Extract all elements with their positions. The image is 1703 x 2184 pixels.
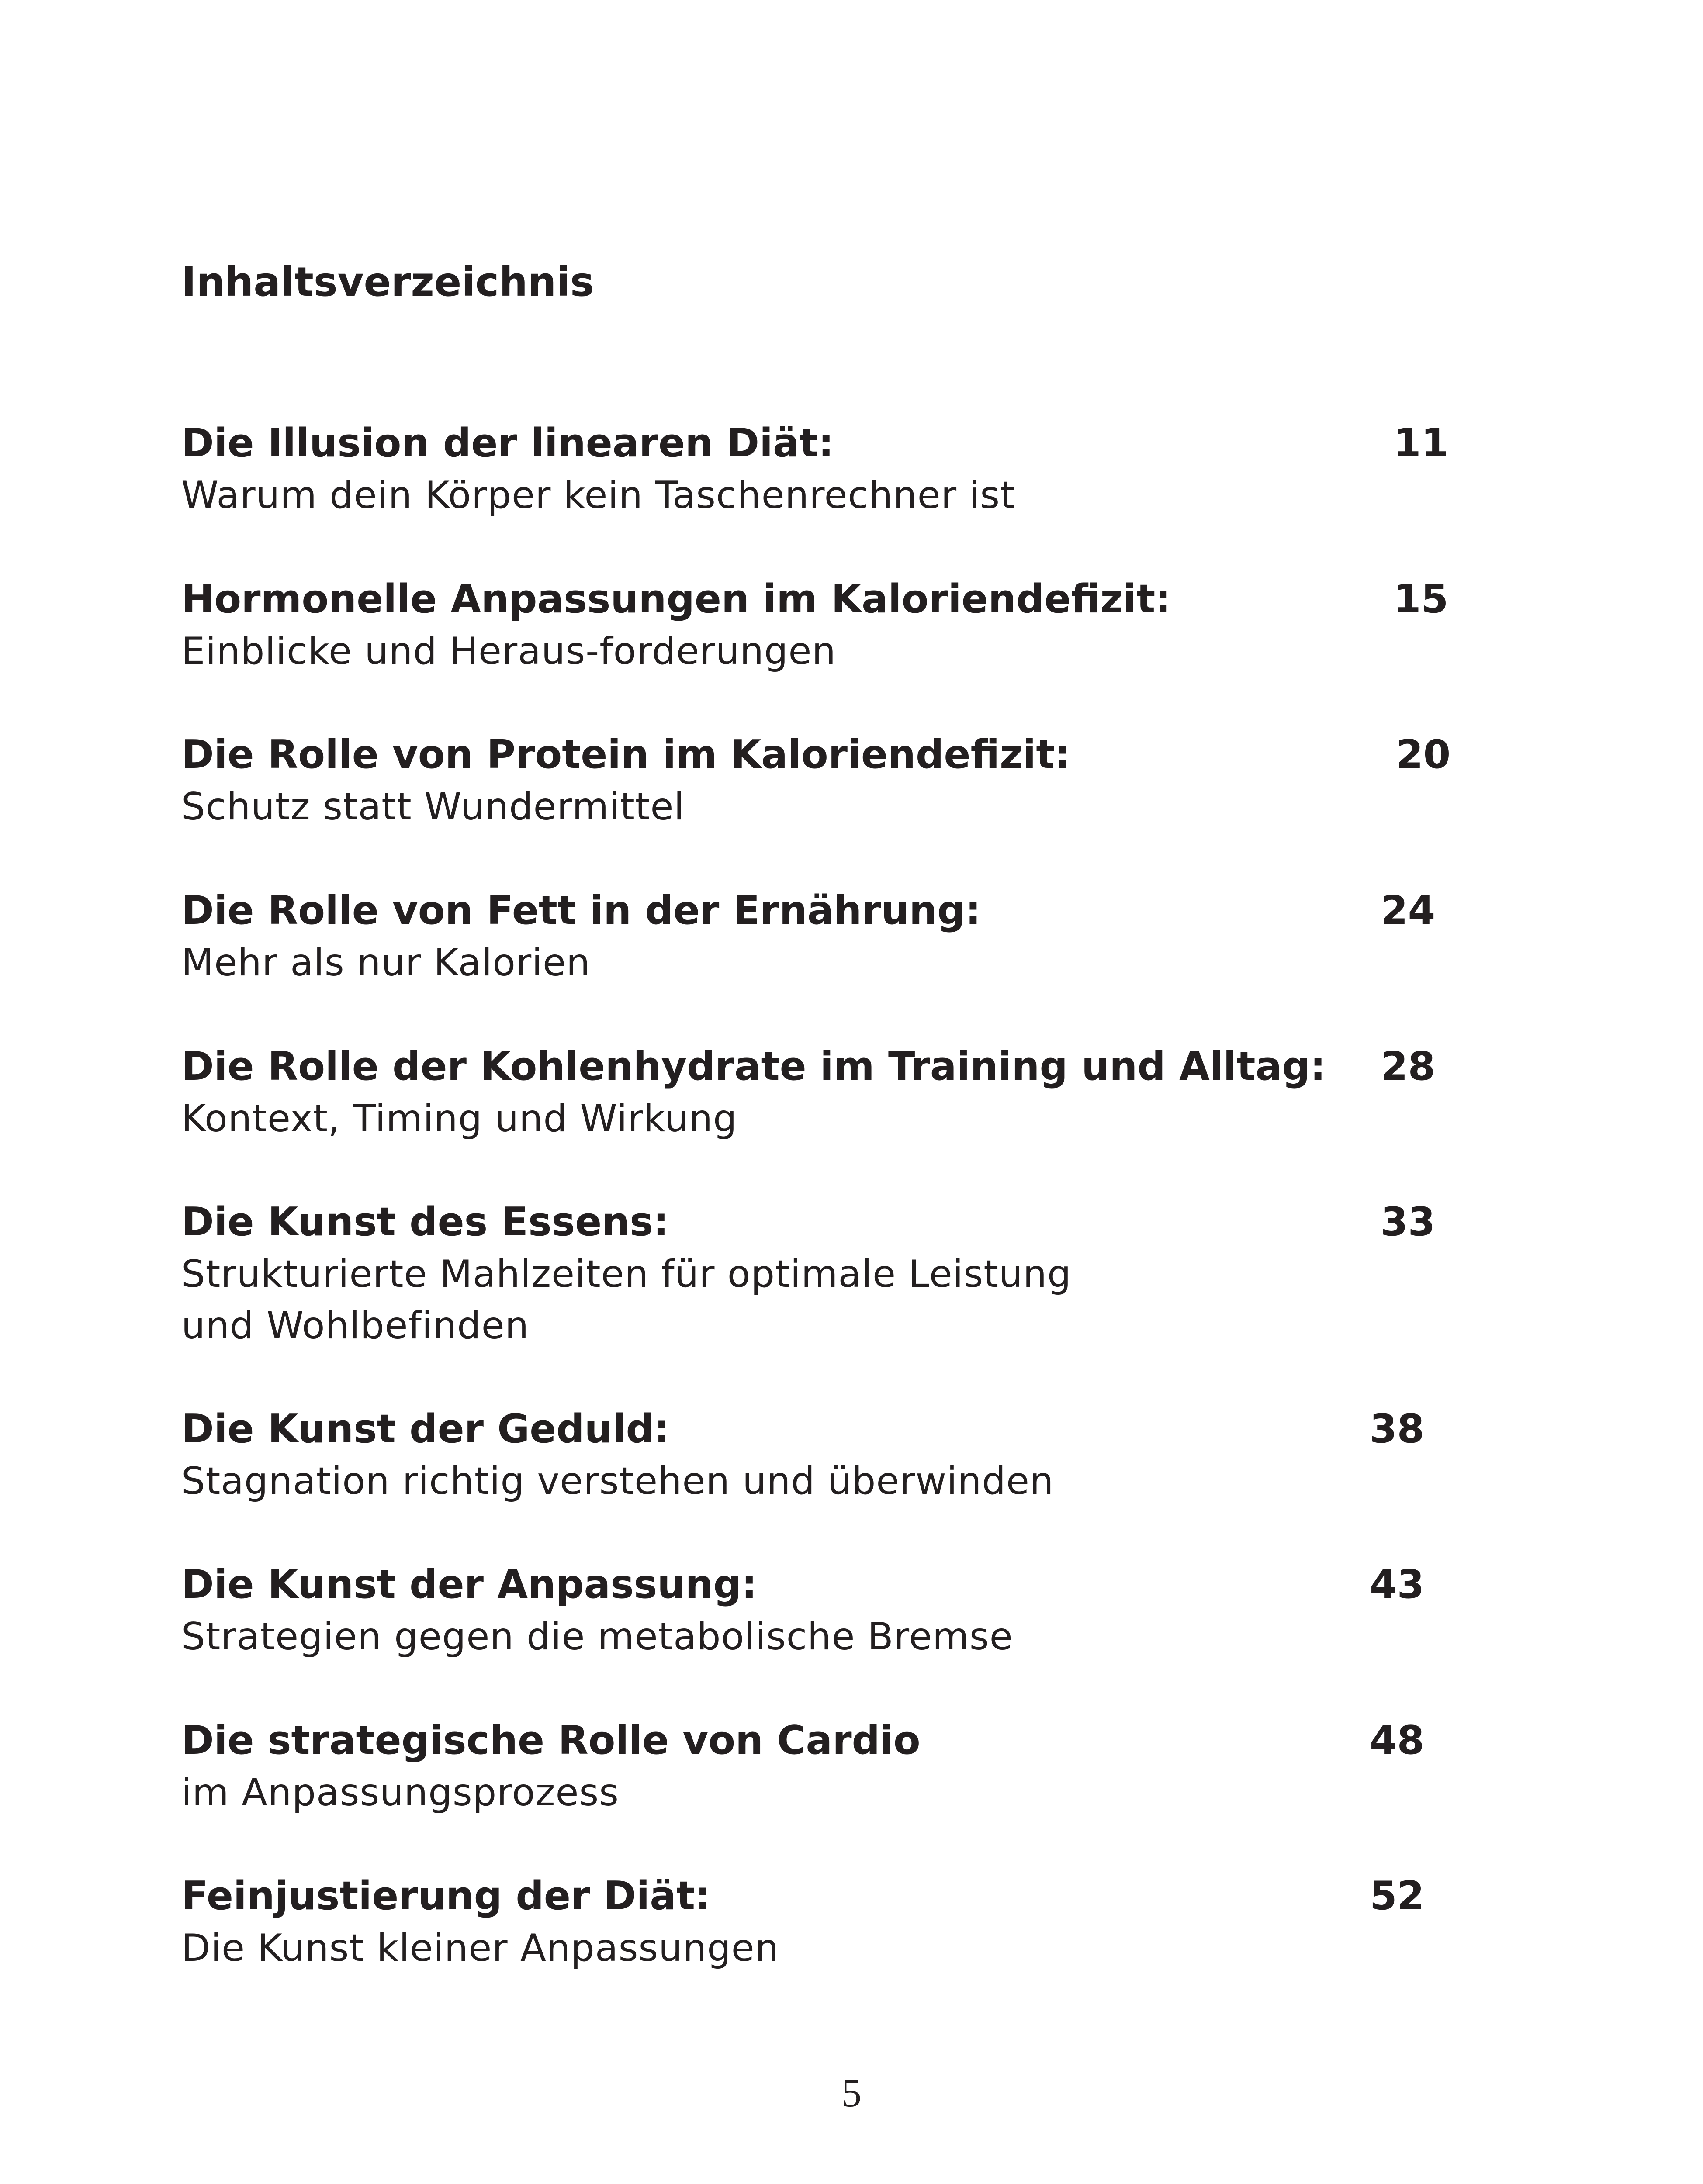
toc-entry-page-number: 38 [1370, 1406, 1425, 1452]
toc-entry [181, 573, 1492, 677]
toc-entry-subtitle: Kontext, Timing und Wirkung [181, 1097, 737, 1140]
toc-entry-subtitle: Stagnation richtig verstehen und überwinden [181, 1459, 1054, 1503]
toc-entry-page-number: 11 [1394, 420, 1449, 466]
toc-entry-subtitle: Strategien gegen die metabolische Bremse [181, 1615, 1013, 1659]
toc-entry [181, 1559, 1492, 1662]
toc-entry [181, 885, 1492, 988]
toc-entry-title: Die Rolle von Protein im Kaloriendefizit: [181, 732, 1071, 778]
toc-entry-page-number: 33 [1381, 1199, 1436, 1245]
toc-entry-subtitle: Einblicke und Heraus-forderungen [181, 629, 836, 673]
toc-entry-page-number: 20 [1396, 732, 1451, 778]
toc-entry-subtitle: Warum dein Körper kein Taschenrechner ist [181, 473, 1015, 517]
toc-entry [181, 1714, 1492, 1818]
toc-entry-title: Die strategische Rolle von Cardio [181, 1717, 921, 1763]
toc-entry-page-number: 43 [1370, 1562, 1425, 1607]
toc-entry-title: Die Rolle der Kohlenhydrate im Training und Alltag: [181, 1044, 1326, 1089]
toc-entry-page-number: 15 [1394, 576, 1449, 622]
toc-entry-title: Feinjustierung der Diät: [181, 1873, 711, 1919]
toc-entry-title: Die Rolle von Fett in der Ernährung: [181, 888, 981, 933]
toc-entry-subtitle: Strukturierte Mahlzeiten für optimale Leistung [181, 1252, 1072, 1296]
toc-entry-title: Hormonelle Anpassungen im Kaloriendefizit: [181, 576, 1171, 622]
toc-entry-page-number: 24 [1381, 888, 1436, 933]
toc-heading: Inhaltsverzeichnis [181, 259, 594, 305]
page-number: 5 [841, 2070, 862, 2115]
toc-entry [181, 1040, 1492, 1144]
toc-entry [181, 729, 1492, 833]
toc-entry-title: Die Kunst der Geduld: [181, 1406, 670, 1452]
toc-entry [181, 1403, 1492, 1507]
toc-entry-page-number: 52 [1370, 1873, 1425, 1919]
toc-entry [181, 1870, 1492, 1974]
toc-entry-subtitle: Die Kunst kleiner Anpassungen [181, 1926, 779, 1970]
toc-entry-title: Die Kunst der Anpassung: [181, 1562, 757, 1607]
toc-entry [181, 417, 1492, 521]
toc-entry-subtitle: Mehr als nur Kalorien [181, 941, 591, 985]
toc-entry-subtitle: und Wohlbefinden [181, 1304, 530, 1348]
toc-entry-subtitle: Schutz statt Wundermittel [181, 785, 685, 829]
toc-entry-page-number: 28 [1381, 1044, 1436, 1089]
toc-entry-title: Die Kunst des Essens: [181, 1199, 669, 1245]
toc-entry-subtitle: im Anpassungsprozess [181, 1771, 619, 1814]
toc-entry [181, 1196, 1492, 1351]
toc-entry-title: Die Illusion der linearen Diät: [181, 420, 834, 466]
toc-entry-page-number: 48 [1370, 1717, 1425, 1763]
